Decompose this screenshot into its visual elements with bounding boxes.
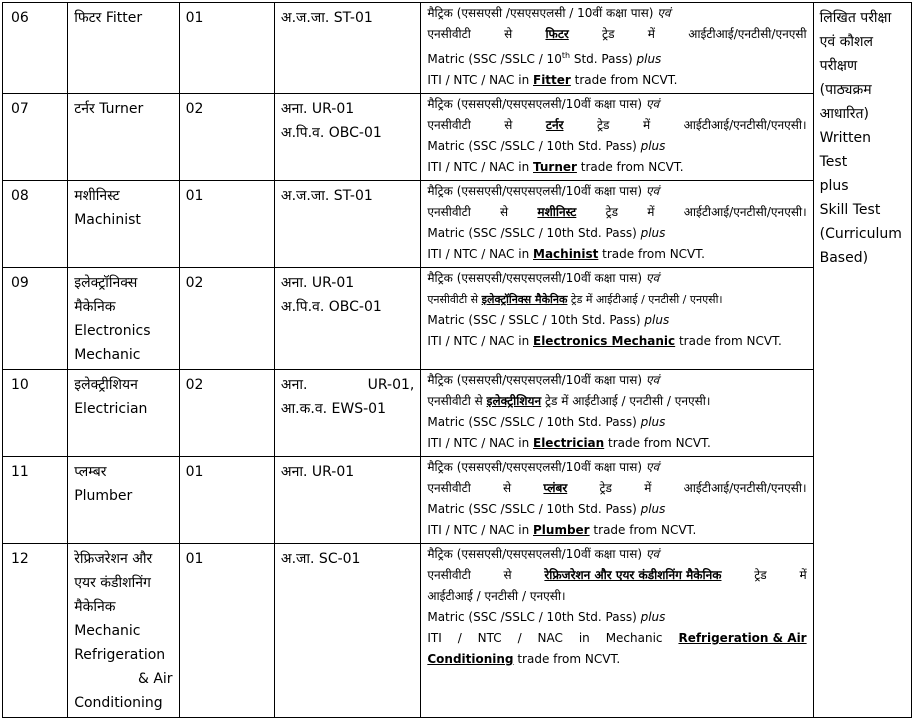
qualification: मैट्रिक (एससएसी/एसएसएलसी/10वीं कक्षा पास) एवं एनसीवीटी से इलेक्ट्रॉनिक्स मैकेनिक ट्रेड में आईटीआई / एनटीसी / एनएसी। Matric (SSC / SSLC / 10th Std. Pass) plus ITI / NTC / NAC in Electronics Mechanic trade from NCVT. bbox=[421, 268, 813, 370]
vacancy-count: 01 bbox=[179, 3, 274, 94]
category: अ.जा. SC-01 bbox=[274, 544, 420, 718]
vacancy-count: 02 bbox=[179, 268, 274, 370]
qualification: मैट्रिक (एससएसी/एसएसएलसी/10वीं कक्षा पास) एवं एनसीवीटी से रेफ्रिजरेशन और एयर कंडीशनिंग मैकेनिक ट्रेड में आईटीआई / एनटीसी / एनएसी। Matric (SSC /SSLC / 10th Std. Pass) plus ITI / NTC / NAC in Mechanic Refrigeration & Air Conditioning trade from NCVT. bbox=[421, 544, 813, 718]
serial-number: 07 bbox=[3, 94, 68, 181]
serial-number: 11 bbox=[3, 457, 68, 544]
category: अना. UR-01, आ.क.व. EWS-01 bbox=[274, 370, 420, 457]
qualification: मैट्रिक (एससएसी /एसएसएलसी / 10वीं कक्षा पास) एवं एनसीवीटी से फिटर ट्रेड में आईटीआई/एनटीसी/एनएसी Matric (SSC /SSLC / 10th Std. Pass) plus ITI / NTC / NAC in Fitter trade from NCVT. bbox=[421, 3, 813, 94]
serial-number: 06 bbox=[3, 3, 68, 94]
post-name: इलेक्ट्रॉनिक्स मैकेनिक Electronics Mechanic bbox=[68, 268, 179, 370]
table-row bbox=[3, 181, 912, 268]
post-name: इलेक्ट्रीशियन Electrician bbox=[68, 370, 179, 457]
vacancy-count: 01 bbox=[179, 544, 274, 718]
vacancy-count: 01 bbox=[179, 181, 274, 268]
serial-number: 08 bbox=[3, 181, 68, 268]
post-name: रेफ्रिजरेशन और एयर कंडीशनिंग मैकेनिक Mechanic Refrigeration & Air Conditioning bbox=[68, 544, 179, 718]
recruitment-table bbox=[2, 2, 912, 718]
table-row bbox=[3, 370, 912, 457]
serial-number: 12 bbox=[3, 544, 68, 718]
table-row bbox=[3, 268, 912, 370]
table-row bbox=[3, 544, 912, 718]
table-row bbox=[3, 457, 912, 544]
qualification: मैट्रिक (एससएसी/एसएसएलसी/10वीं कक्षा पास) एवं एनसीवीटी से इलेक्ट्रीशियन ट्रेड में आईटीआई / एनटीसी / एनएसी। Matric (SSC /SSLC / 10th Std. Pass) plus ITI / NTC / NAC in Electrician trade from NCVT. bbox=[421, 370, 813, 457]
qualification: मैट्रिक (एससएसी/एसएसएलसी/10वीं कक्षा पास) एवं एनसीवीटी से टर्नर ट्रेड में आईटीआई/एनटीसी/एनएसी। Matric (SSC /SSLC / 10th Std. Pass) plus ITI / NTC / NAC in Turner trade from NCVT. bbox=[421, 94, 813, 181]
category: अना. UR-01 अ.पि.व. OBC-01 bbox=[274, 94, 420, 181]
serial-number: 10 bbox=[3, 370, 68, 457]
post-name: प्लम्बर Plumber bbox=[68, 457, 179, 544]
serial-number: 09 bbox=[3, 268, 68, 370]
table-row bbox=[3, 3, 912, 94]
selection-process: लिखित परीक्षा एवं कौशल परीक्षण (पाठ्यक्रम आधारित) Written Test plus Skill Test (Curriculum Based) bbox=[813, 3, 911, 718]
qualification: मैट्रिक (एससएसी/एसएसएलसी/10वीं कक्षा पास) एवं एनसीवीटी से मशीनिस्ट ट्रेड में आईटीआई/एनटीसी/एनएसी। Matric (SSC /SSLC / 10th Std. Pass) plus ITI / NTC / NAC in Machinist trade from NCVT. bbox=[421, 181, 813, 268]
qualification: मैट्रिक (एससएसी/एसएसएलसी/10वीं कक्षा पास) एवं एनसीवीटी से प्लंबर ट्रेड में आईटीआई/एनटीसी/एनएसी। Matric (SSC /SSLC / 10th Std. Pass) plus ITI / NTC / NAC in Plumber trade from NCVT. bbox=[421, 457, 813, 544]
post-name: फिटर Fitter bbox=[68, 3, 179, 94]
category: अ.ज.जा. ST-01 bbox=[274, 181, 420, 268]
post-name: टर्नर Turner bbox=[68, 94, 179, 181]
post-name: मशीनिस्ट Machinist bbox=[68, 181, 179, 268]
category: अना. UR-01 अ.पि.व. OBC-01 bbox=[274, 268, 420, 370]
vacancy-count: 01 bbox=[179, 457, 274, 544]
category: अ.ज.जा. ST-01 bbox=[274, 3, 420, 94]
category: अना. UR-01 bbox=[274, 457, 420, 544]
vacancy-count: 02 bbox=[179, 94, 274, 181]
table-row bbox=[3, 94, 912, 181]
vacancy-count: 02 bbox=[179, 370, 274, 457]
